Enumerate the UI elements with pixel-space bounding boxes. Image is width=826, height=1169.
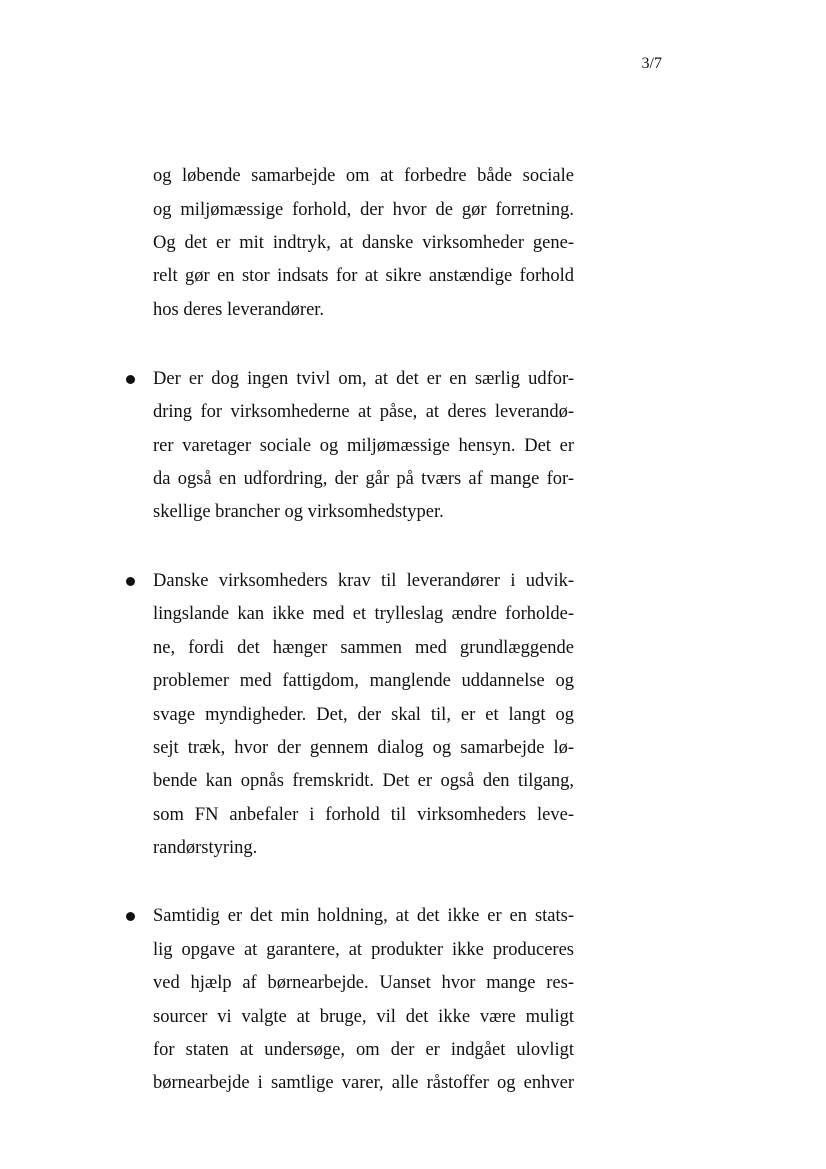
bullet-2-line: ne, fordi det hænger sammen med grundlæggende <box>153 638 574 658</box>
bullet-1-line: skellige brancher og virksomhedstyper. <box>153 502 444 522</box>
bullet-2-line: randørstyring. <box>153 838 258 858</box>
bullet-2-line: svage myndigheder. Det, der skal til, er et langt og <box>153 705 574 725</box>
intro-line: og løbende samarbejde om at forbedre både sociale <box>153 166 574 186</box>
bullet-2-line: sejt træk, hvor der gennem dialog og samarbejde lø- <box>153 738 574 758</box>
bullet-2-line: som FN anbefaler i forhold til virksomheders leve- <box>153 805 574 825</box>
bullet-icon <box>126 577 135 586</box>
bullet-3-line: Samtidig er det min holdning, at det ikke er en stats- <box>153 906 574 926</box>
bullet-2-line: Danske virksomheders krav til leverandører i udvik- <box>153 571 574 591</box>
bullet-3-line: sourcer vi valgte at bruge, vil det ikke være muligt <box>153 1007 574 1027</box>
bullet-icon <box>126 912 135 921</box>
bullet-1-line: da også en udfordring, der går på tværs af mange for- <box>153 469 574 489</box>
bullet-1-line: rer varetager sociale og miljømæssige hensyn. Det er <box>153 436 574 456</box>
bullet-3-line: ved hjælp af børnearbejde. Uanset hvor mange res- <box>153 973 574 993</box>
bullet-1-line: dring for virksomhederne at påse, at deres leverandø- <box>153 402 574 422</box>
bullet-1-line: Der er dog ingen tvivl om, at det er en særlig udfor- <box>153 369 574 389</box>
bullet-3-line: lig opgave at garantere, at produkter ikke produceres <box>153 940 574 960</box>
page-number: 3/7 <box>641 55 662 72</box>
intro-line: Og det er mit indtryk, at danske virksomheder gene- <box>153 233 574 253</box>
bullet-3-line: børnearbejde i samtlige varer, alle råstoffer og enhver <box>153 1073 574 1093</box>
intro-line: hos deres leverandører. <box>153 300 325 320</box>
bullet-2-line: lingslande kan ikke med et trylleslag ændre forholde- <box>153 604 574 624</box>
intro-line: og miljømæssige forhold, der hvor de gør forretning. <box>153 200 574 220</box>
bullet-2-line: problemer med fattigdom, manglende uddannelse og <box>153 671 574 691</box>
bullet-icon <box>126 375 135 384</box>
bullet-3-line: for staten at undersøge, om der er indgået ulovligt <box>153 1040 574 1060</box>
bullet-2-line: bende kan opnås fremskridt. Det er også den tilgang, <box>153 771 574 791</box>
intro-line: relt gør en stor indsats for at sikre anstændige forhold <box>153 266 574 286</box>
